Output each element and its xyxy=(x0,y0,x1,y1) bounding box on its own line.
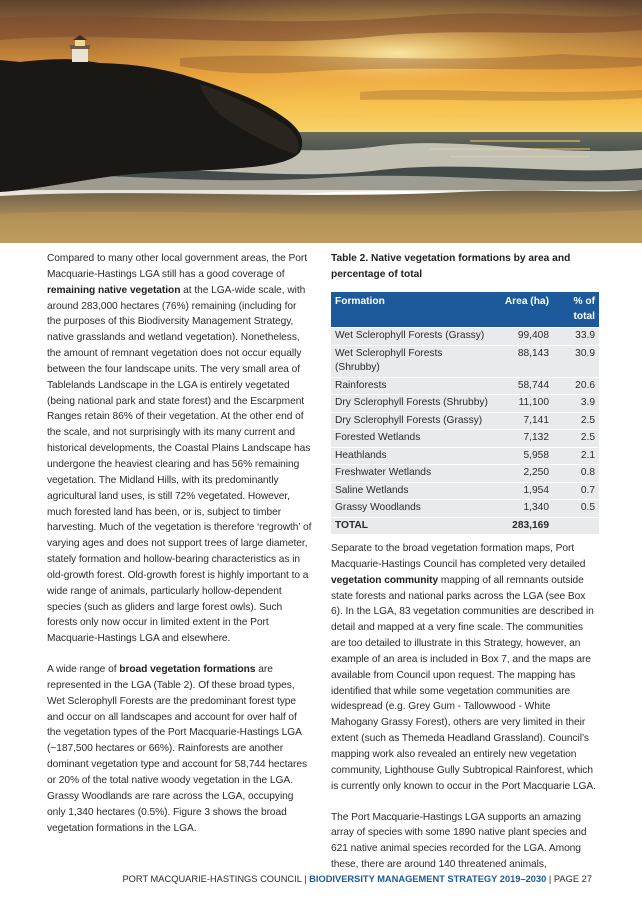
cell-area: 5,958 xyxy=(493,447,553,465)
cell-area: 58,744 xyxy=(493,377,553,395)
vegetation-table xyxy=(331,292,599,534)
cell-formation: Dry Sclerophyll Forests (Grassy) xyxy=(331,412,493,430)
cell-percent: 3.9 xyxy=(553,395,599,413)
cell-formation: Wet Sclerophyll Forests (Shrubby) xyxy=(331,345,493,377)
table-row xyxy=(331,447,599,465)
hero-photo xyxy=(0,0,642,243)
table-header-row xyxy=(331,292,599,328)
table-title: Table 2. Native vegetation formations by area and percentage of total xyxy=(331,253,571,280)
header-percent: % of total xyxy=(553,292,599,328)
coastal-sunset-illustration xyxy=(0,0,642,243)
cell-formation: Grassy Woodlands xyxy=(331,500,493,518)
table-row xyxy=(331,328,599,346)
cell-formation: Heathlands xyxy=(331,447,493,465)
left-column xyxy=(47,251,312,836)
cell-percent: 20.6 xyxy=(553,377,599,395)
cell-area: 2,250 xyxy=(493,465,553,483)
table-row xyxy=(331,345,599,377)
table-row xyxy=(331,465,599,483)
cell-area: 99,408 xyxy=(493,328,553,346)
species-paragraph: The Port Macquarie-Hastings LGA supports an amazing array of species with some 1890 native plant species and 621 native animal species recorded for the LGA. Among these, there are around 140 threatened animals, xyxy=(331,811,587,871)
cell-percent: 30.9 xyxy=(553,345,599,377)
cell-formation: Wet Sclerophyll Forests (Grassy) xyxy=(331,328,493,346)
remnant-vegetation-paragraph: Compared to many other local government areas, the Port Macquarie-Hastings LGA still has a good coverage of remaining native vegetation at the LGA-wide scale, with around 283,000 hectares (76%) remaining (including for the purposes of this Biodiversity Management Strategy, native grasslands and wetland vegetation). Nonetheless, the amount of remnant vegetation does not occur equally between the four landscape units. The very small area of Tablelands Landscape in the LGA is entirely vegetated (being national park and state forest) and the Escarpment Ranges retain 86% of their vegetation. At the other end of the scale, and not surprisingly with its many current and historical developments, the Coastal Plains Landscape has undergone the heaviest clearing and has 56% remaining vegetation. The Midland Hills, with its predominantly agricultural land uses, is still 72% vegetated. However, much forested land has been, or is, subject to timber harvesting. Much of the vegetation is therefore ‘regrowth’ of varying ages and does not support trees of large diameter, stately formation and hollow-bearing characteristics as in old-growth forest. Old-growth forest is highly important to a wide range of animals, particularly hollow-dependent species (such as gliders and large forest owls). Such forests only now occur in limited extent in the Port Macquarie-Hastings LGA and elsewhere. xyxy=(47,253,312,645)
header-area: Area (ha) xyxy=(493,292,553,328)
cell-formation: Freshwater Wetlands xyxy=(331,465,493,483)
footer-separator-2: | xyxy=(548,874,552,884)
total-percent xyxy=(553,517,599,534)
cell-area: 88,143 xyxy=(493,345,553,377)
table-total-row xyxy=(331,517,599,534)
cell-formation: Dry Sclerophyll Forests (Shrubby) xyxy=(331,395,493,413)
table-row xyxy=(331,500,599,518)
cell-percent: 2.1 xyxy=(553,447,599,465)
cell-percent: 0.8 xyxy=(553,465,599,483)
total-area: 283,169 xyxy=(493,517,553,534)
vegetation-community-paragraph: Separate to the broad vegetation formation maps, Port Macquarie-Hastings Council has completed very detailed vegetation community mapping of all remnants outside state forests and national parks across the LGA (see Box 6). In the LGA, 83 vegetation communities are described in detail and mapped at a very fine scale. The communities are too detailed to illustrate in this Strategy, however, an example of an area is included in Box 7, and the maps are available from Council upon request. The mapping has identified that while some vegetation communities are widespread (e.g. Grey Gum - Tallowwood - White Mahogany Grassy Forest), others are very limited in their extent (such as Themeda Headland Grassland). Council’s mapping work also revealed an entirely new vegetation community, Lighthouse Gully Subtropical Rainforest, which is currently only known to occur in the Port Macquarie LGA. xyxy=(331,543,596,792)
cell-formation: Saline Wetlands xyxy=(331,482,493,500)
cell-percent: 0.5 xyxy=(553,500,599,518)
cell-percent: 2.5 xyxy=(553,412,599,430)
footer-council: PORT MACQUARIE-HASTINGS COUNCIL xyxy=(122,874,302,884)
table-row xyxy=(331,395,599,413)
header-formation: Formation xyxy=(331,292,493,328)
cell-percent: 33.9 xyxy=(553,328,599,346)
page-number: PAGE 27 xyxy=(553,874,592,884)
cell-area: 7,141 xyxy=(493,412,553,430)
table-row xyxy=(331,412,599,430)
cell-formation: Rainforests xyxy=(331,377,493,395)
cell-area: 1,954 xyxy=(493,482,553,500)
cell-area: 11,100 xyxy=(493,395,553,413)
page-footer xyxy=(0,874,592,884)
footer-strategy: BIODIVERSITY MANAGEMENT STRATEGY 2019–2030 xyxy=(309,874,547,884)
total-label: TOTAL xyxy=(331,517,493,534)
footer-separator: | xyxy=(304,874,307,884)
cell-area: 7,132 xyxy=(493,430,553,448)
table-row xyxy=(331,377,599,395)
broad-formations-paragraph: A wide range of broad vegetation formations are represented in the LGA (Table 2). Of these broad types, Wet Sclerophyll Forests are the predominant forest type and occur on all landscapes and account for over half of the vegetation types of the Port Macquarie-Hastings LGA (~187,500 hectares or 66%). Rainforests are another dominant vegetation type and account for 58,744 hectares or 20% of the total native woody vegetation in the LGA. Grassy Woodlands are rare across the LGA, occupying only 1,340 hectares (0.5%). Figure 3 shows the broad vegetation formations in the LGA. xyxy=(47,664,307,834)
right-column xyxy=(331,251,599,873)
cell-formation: Forested Wetlands xyxy=(331,430,493,448)
table-row xyxy=(331,430,599,448)
cell-area: 1,340 xyxy=(493,500,553,518)
cell-percent: 0.7 xyxy=(553,482,599,500)
table-row xyxy=(331,482,599,500)
cell-percent: 2.5 xyxy=(553,430,599,448)
